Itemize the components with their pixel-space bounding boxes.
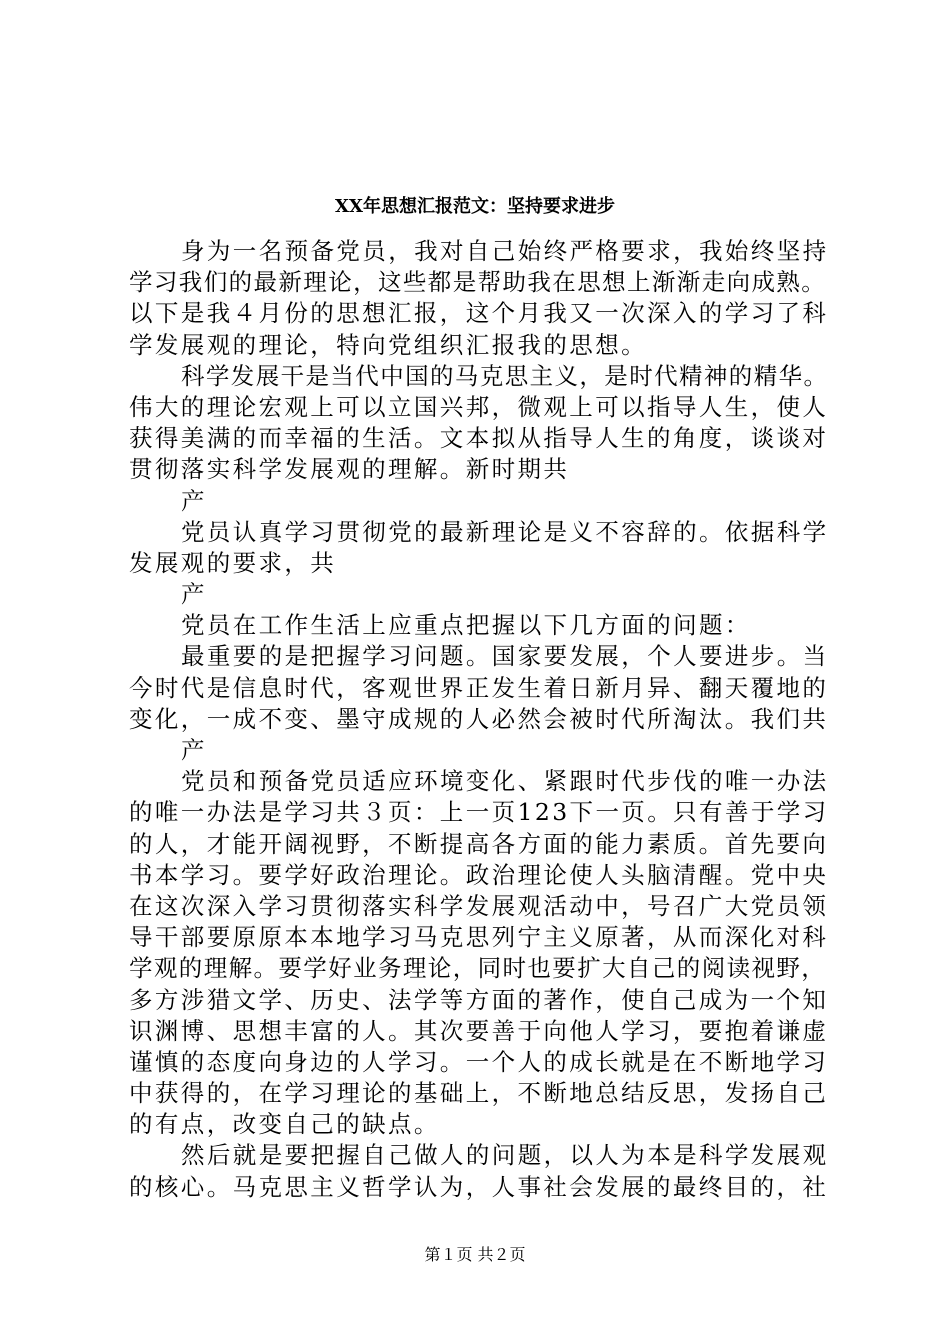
text-line: 变化，一成不变、墨守成规的人必然会被时代所淘汰。我们共 [129, 704, 829, 733]
text-line: 身为一名预备党员，我对自己始终严格要求，我始终坚持 [181, 237, 829, 265]
text-line: 党员和预备党员适应环境变化、紧跟时代步伐的唯一办法 [181, 767, 829, 796]
text-line: 的有点，改变自己的缺点。 [129, 1110, 440, 1139]
document-title: XX年思想汇报范文：坚持要求进步 [335, 196, 615, 217]
text-line: 科学发展干是当代中国的马克思主义，是时代精神的精华。 [181, 361, 829, 390]
text-line: 贯彻落实科学发展观的理解。新时期共 [129, 455, 570, 484]
text-line: 发展观的要求，共 [129, 548, 337, 577]
text-line: 学发展观的理论，特向党组织汇报我的思想。 [129, 330, 647, 359]
text-line: 党员认真学习贯彻党的最新理论是义不容辞的。依据科学 [181, 517, 829, 546]
text-line: 以下是我４月份的思想汇报，这个月我又一次深入的学习了科 [129, 299, 829, 328]
text-line: 识渊博、思想丰富的人。其次要善于向他人学习，要抱着谦虚 [129, 1016, 829, 1045]
text-line: 多方涉猎文学、历史、法学等方面的著作，使自己成为一个知 [129, 985, 829, 1014]
text-line: 的人，才能开阔视野，不断提高各方面的能力素质。首先要向 [129, 829, 829, 858]
text-line: 最重要的是把握学习问题。国家要发展，个人要进步。当 [181, 642, 829, 671]
text-line: 产 [181, 486, 207, 515]
page-footer: 第１页 共２页 [424, 1245, 526, 1264]
text-line: 导干部要原原本本地学习马克思列宁主义原著，从而深化对科 [129, 923, 829, 952]
text-line: 产 [181, 736, 207, 764]
text-line: 党员在工作生活上应重点把握以下几方面的问题： [181, 611, 751, 640]
text-line: 谨慎的态度向身边的人学习。一个人的成长就是在不断地学习 [129, 1047, 829, 1076]
text-line: 获得美满的而幸福的生活。文本拟从指导人生的角度，谈谈对 [129, 424, 829, 453]
text-line: 的核心。马克思主义哲学认为，人事社会发展的最终目的，社 [129, 1172, 829, 1201]
text-line: 产 [181, 580, 207, 609]
text-line: 然后就是要把握自己做人的问题，以人为本是科学发展观 [181, 1141, 829, 1170]
text-line: 学习我们的最新理论，这些都是帮助我在思想上渐渐走向成熟。 [129, 268, 827, 297]
document-body [129, 236, 829, 1203]
text-line: 伟大的理论宏观上可以立国兴邦，微观上可以指导人生，使人 [129, 392, 829, 421]
text-line: 中获得的，在学习理论的基础上，不断地总结反思，发扬自己 [129, 1079, 829, 1108]
text-line: 书本学习。要学好政治理论。政治理论使人头脑清醒。党中央 [129, 860, 829, 889]
text-line: 在这次深入学习贯彻落实科学发展观活动中，号召广大党员领 [129, 891, 829, 920]
text-line: 今时代是信息时代，客观世界正发生着日新月异、翻天覆地的 [129, 673, 829, 702]
text-line: 的唯一办法是学习共３页：上一页123下一页。只有善于学习 [129, 798, 829, 827]
text-line: 学观的理解。要学好业务理论，同时也要扩大自己的阅读视野， [129, 954, 827, 983]
